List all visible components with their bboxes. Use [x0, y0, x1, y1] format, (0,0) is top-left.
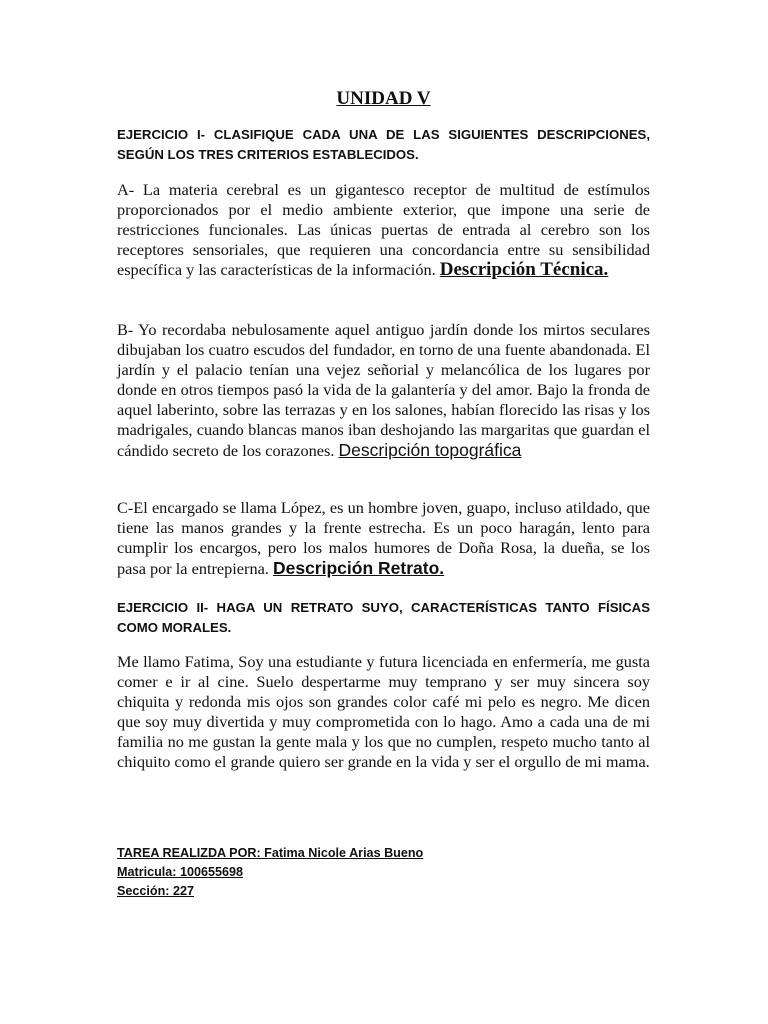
footer-credits [117, 844, 650, 901]
matricula-line: Matricula: 100655698 [117, 865, 244, 879]
description-c-text: C-El encargado se llama López, es un hombre joven, guapo, incluso atildado, que tiene las manos grandes y la frente estrecha. Es un poco haragán, lento para cumplir los encargos, pero los malos humores de Doña Rosa, la dueña, se los pasa por la entrepierna. [117, 498, 650, 578]
author-line: TAREA REALIZDA POR: Fatima Nicole Arias Bueno [117, 846, 424, 860]
description-b-text: B- Yo recordaba nebulosamente aquel antiguo jardín donde los mirtos seculares dibujaban los cuatro escudos del fundador, en torno de una fuente abandonada. El jardín y el palacio tenían una vejez señorial y melancólica de los lugares por donde en otros tiempos pasó la vida de la galantería y del amor. Bajo la fronda de aquel laberinto, sobre las terrazas y en los salones, habían florecido las risas y los madrigales, cuando blancas manos iban deshojando las margaritas que guardan el cándido secreto de los corazones. [117, 320, 650, 460]
self-portrait-text: Me llamo Fatima, Soy una estudiante y futura licenciada en enfermería, me gusta comer e ir al cine. Suelo despertarme muy temprano y ser muy sincera soy chiquita y redonda mis ojos son grandes color café mi pelo es negro. Me dicen que soy muy divertida y muy comprometida con lo hago. Amo a cada una de mi familia no me gustan la gente mala y los que no cumplen, respeto mucho tanto al chiquito como el grande quiero ser grande en la vida y ser el orgullo de mi mama. [117, 652, 650, 771]
description-c-label: Descripción Retrato. [272, 558, 445, 578]
seccion-line: Sección: 227 [117, 884, 195, 898]
description-a-label: Descripción Técnica. [439, 259, 609, 280]
description-c [117, 498, 650, 579]
exercise-2-heading: EJERCICIO II- HAGA UN RETRATO SUYO, CARACTERÍSTICAS TANTO FÍSICAS COMO MORALES. [117, 600, 650, 635]
exercise-1-heading: EJERCICIO I- CLASIFIQUE CADA UNA DE LAS SIGUIENTES DESCRIPCIONES, SEGÚN LOS TRES CRITERIOS ESTABLECIDOS. [117, 127, 650, 162]
description-b-label: Descripción topográfica [338, 440, 522, 460]
description-a-text: A- La materia cerebral es un gigantesco receptor de multitud de estímulos proporcionados por el medio ambiente exterior, que impone una serie de restricciones funcionales. Las únicas puertas de entrada al cerebro son los receptores sensoriales, que requieren una concordancia entre su sensibilidad específica y las características de la información. [117, 180, 650, 279]
description-a [117, 180, 650, 280]
description-b [117, 320, 650, 461]
page-title: UNIDAD V [336, 88, 431, 109]
